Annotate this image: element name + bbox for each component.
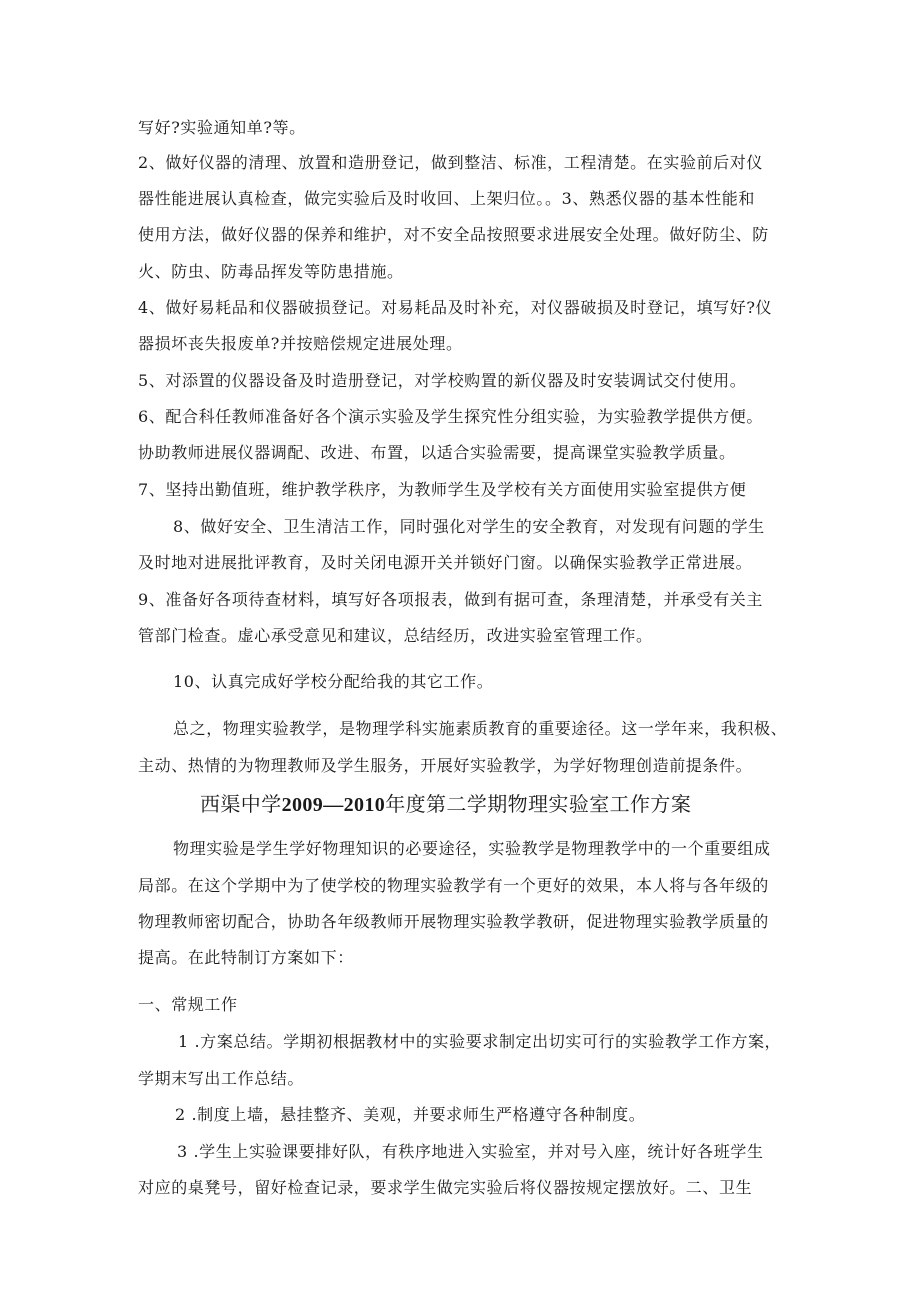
paragraph-line: 协助教师进展仪器调配、改进、布置，以适合实验需要，提高课堂实验教学质量。 <box>138 443 736 462</box>
plan-line: 2 .制度上墙，悬挂整齐、美观，并要求师生严格遵守各种制度。 <box>175 1105 646 1124</box>
paragraph-line: 7、坚持出勤值班，维护教学秩序，为教师学生及学校有关方面使用实验室提供方便 <box>138 480 747 499</box>
paragraph-line: 9、准备好各项待查材料，填写好各项报表，做到有据可查，条理清楚，并承受有关主 <box>138 590 763 609</box>
plan-line: 3 .学生上实验课要排好队，有秩序地进入实验室，并对号入座，统计好各班学生 <box>177 1142 764 1161</box>
paragraph-line: 总之，物理实验教学，是物理学科实施素质教育的重要途径。这一学年来，我积极、 <box>173 719 788 738</box>
paragraph-line: 及时地对进展批评教育，及时关闭电源开关并锁好门窗。以确保实验教学正常进展。 <box>138 553 753 572</box>
paragraph-line: 使用方法，做好仪器的保养和维护，对不安全品按照要求进展安全处理。做好防尘、防 <box>138 225 769 244</box>
title-years: 2009—2010 <box>281 794 386 816</box>
paragraph-line: 8、做好安全、卫生清洁工作，同时强化对学生的安全教育，对发现有问题的学生 <box>173 517 765 536</box>
paragraph-line: 器性能进展认真检查，做完实验后及时收回、上架归位。。3、熟悉仪器的基本性能和 <box>138 189 755 208</box>
section-title <box>200 790 691 819</box>
paragraph-line: 器损坏丧失报废单?并按赔偿规定进展处理。 <box>138 334 463 353</box>
plan-line: 1 .方案总结。学期初根据教材中的实验要求制定出切实可行的实验教学工作方案， <box>178 1032 782 1051</box>
paragraph-line: 5、对添置的仪器设备及时造册登记，对学校购置的新仪器及时安装调试交付使用。 <box>138 371 747 390</box>
title-prefix: 西渠中学 <box>200 792 282 816</box>
plan-line: 对应的桌凳号，留好检查记录，要求学生做完实验后将仪器按规定摆放好。二、卫生 <box>138 1178 753 1197</box>
paragraph-line: 写好?实验通知单?等。 <box>138 118 306 137</box>
plan-line: 物理教师密切配合，协助各年级教师开展物理实验教学教研，促进物理实验教学质量的 <box>138 912 769 931</box>
title-suffix: 年度第二学期物理实验室工作方案 <box>385 792 692 816</box>
plan-heading: 一、常规工作 <box>138 995 238 1014</box>
paragraph-line: 10、认真完成好学校分配给我的其它工作。 <box>173 672 494 691</box>
plan-line: 局部。在这个学期中为了使学校的物理实验教学有一个更好的效果，本人将与各年级的 <box>138 876 769 895</box>
plan-line: 学期末写出工作总结。 <box>138 1069 305 1088</box>
paragraph-line: 4、做好易耗品和仪器破损登记。对易耗品及时补充，对仪器破损及时登记，填写好?仪 <box>138 298 773 317</box>
paragraph-line: 管部门检查。虚心承受意见和建议，总结经历，改进实验室管理工作。 <box>138 626 653 645</box>
paragraph-line: 火、防虫、防毒品挥发等防患措施。 <box>138 262 404 281</box>
paragraph-line: 6、配合科任教师准备好各个演示实验及学生探究性分组实验，为实验教学提供方便。 <box>138 407 763 426</box>
paragraph-line: 主动、热情的为物理教师及学生服务，开展好实验教学，为学好物理创造前提条件。 <box>138 756 753 775</box>
paragraph-line: 2、做好仪器的清理、放置和造册登记，做到整洁、标准，工程清楚。在实验前后对仪 <box>138 153 763 172</box>
plan-line: 物理实验是学生学好物理知识的必要途径，实验教学是物理教学中的一个重要组成 <box>173 839 771 858</box>
plan-line: 提高。在此特制订方案如下： <box>138 948 354 967</box>
